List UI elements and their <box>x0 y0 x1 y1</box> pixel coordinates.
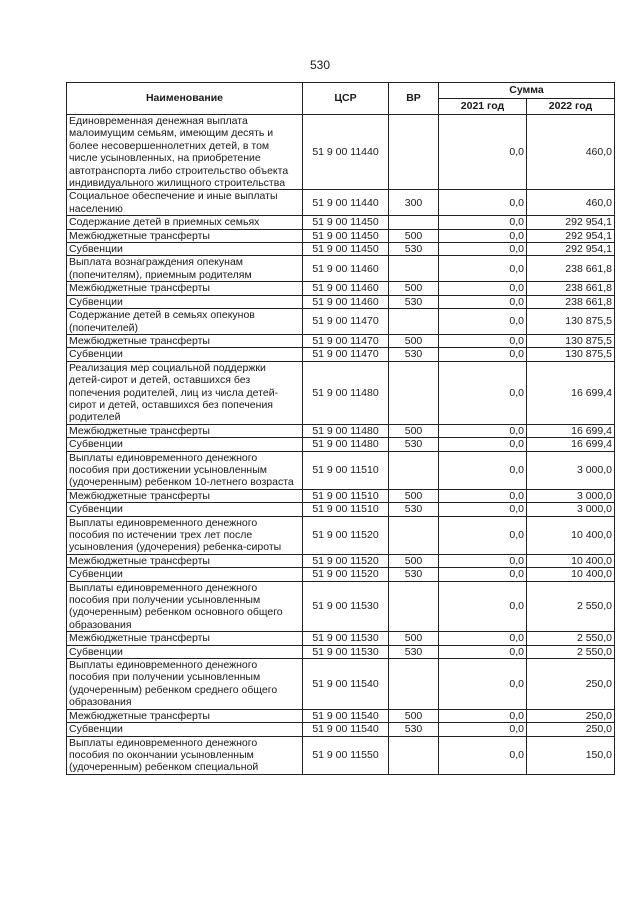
table-row <box>67 709 615 722</box>
row-vr-cell: 530 <box>389 503 439 516</box>
header-year-2022: 2022 год <box>527 99 615 115</box>
row-2022-value-cell: 16 699,4 <box>527 438 615 451</box>
table-row <box>67 216 615 229</box>
row-csr-cell: 51 9 00 11440 <box>303 190 389 216</box>
row-name-cell: Выплаты единовременного денежного пособия при получении усыновленным (удочеренным) ребенком основного общего образования <box>67 581 303 632</box>
row-name-cell: Субвенции <box>67 568 303 581</box>
table-row <box>67 451 615 489</box>
table-row <box>67 516 615 554</box>
row-csr-cell: 51 9 00 11520 <box>303 568 389 581</box>
row-csr-cell: 51 9 00 11450 <box>303 243 389 256</box>
row-vr-cell <box>389 309 439 335</box>
row-name-cell: Межбюджетные трансферты <box>67 282 303 295</box>
table-row <box>67 115 615 190</box>
row-csr-cell: 51 9 00 11510 <box>303 503 389 516</box>
row-2022-value-cell: 3 000,0 <box>527 451 615 489</box>
row-2022-value-cell: 2 550,0 <box>527 645 615 658</box>
row-2021-value-cell: 0,0 <box>439 581 527 632</box>
row-name-cell: Межбюджетные трансферты <box>67 709 303 722</box>
row-2022-value-cell: 460,0 <box>527 190 615 216</box>
row-2021-value-cell: 0,0 <box>439 243 527 256</box>
row-name-cell: Субвенции <box>67 348 303 361</box>
row-2022-value-cell: 150,0 <box>527 736 615 774</box>
row-vr-cell <box>389 516 439 554</box>
table-row <box>67 256 615 282</box>
table-row <box>67 554 615 567</box>
row-name-cell: Выплаты единовременного денежного пособия по окончании усыновленным (удочеренным) ребенком специальной <box>67 736 303 774</box>
row-name-cell: Субвенции <box>67 243 303 256</box>
row-2022-value-cell: 238 661,8 <box>527 295 615 308</box>
table-row <box>67 659 615 710</box>
row-csr-cell: 51 9 00 11480 <box>303 424 389 437</box>
table-row <box>67 334 615 347</box>
row-2021-value-cell: 0,0 <box>439 190 527 216</box>
row-csr-cell: 51 9 00 11480 <box>303 438 389 451</box>
row-2021-value-cell: 0,0 <box>439 645 527 658</box>
table-row <box>67 736 615 774</box>
row-name-cell: Субвенции <box>67 645 303 658</box>
row-name-cell: Социальное обеспечение и иные выплаты населению <box>67 190 303 216</box>
row-name-cell: Межбюджетные трансферты <box>67 229 303 242</box>
table-row <box>67 424 615 437</box>
table-row <box>67 568 615 581</box>
row-2022-value-cell: 10 400,0 <box>527 516 615 554</box>
row-vr-cell: 530 <box>389 568 439 581</box>
row-2021-value-cell: 0,0 <box>439 632 527 645</box>
row-2022-value-cell: 250,0 <box>527 709 615 722</box>
row-csr-cell: 51 9 00 11540 <box>303 723 389 736</box>
table-row <box>67 309 615 335</box>
budget-table <box>66 82 615 775</box>
row-2021-value-cell: 0,0 <box>439 334 527 347</box>
row-2021-value-cell: 0,0 <box>439 438 527 451</box>
row-csr-cell: 51 9 00 11470 <box>303 309 389 335</box>
row-2021-value-cell: 0,0 <box>439 568 527 581</box>
row-name-cell: Межбюджетные трансферты <box>67 554 303 567</box>
page-number: 530 <box>309 58 331 72</box>
row-name-cell: Субвенции <box>67 503 303 516</box>
row-csr-cell: 51 9 00 11460 <box>303 295 389 308</box>
row-csr-cell: 51 9 00 11450 <box>303 216 389 229</box>
row-name-cell: Единовременная денежная выплата малоимущим семьям, имеющим десять и более несовершеннолетних детей, в том числе усыновленных, на приобретение автотранспорта либо строительство объекта индивидуального жилищного строительства <box>67 115 303 190</box>
row-vr-cell: 530 <box>389 295 439 308</box>
header-name: Наименование <box>67 83 303 115</box>
row-2022-value-cell: 10 400,0 <box>527 568 615 581</box>
row-csr-cell: 51 9 00 11450 <box>303 229 389 242</box>
row-csr-cell: 51 9 00 11550 <box>303 736 389 774</box>
row-2022-value-cell: 292 954,1 <box>527 216 615 229</box>
row-name-cell: Межбюджетные трансферты <box>67 334 303 347</box>
row-vr-cell <box>389 451 439 489</box>
row-vr-cell <box>389 361 439 424</box>
row-2021-value-cell: 0,0 <box>439 424 527 437</box>
table-row <box>67 489 615 502</box>
row-2021-value-cell: 0,0 <box>439 256 527 282</box>
row-name-cell: Субвенции <box>67 295 303 308</box>
row-2021-value-cell: 0,0 <box>439 309 527 335</box>
row-2021-value-cell: 0,0 <box>439 451 527 489</box>
row-2022-value-cell: 16 699,4 <box>527 424 615 437</box>
row-vr-cell: 500 <box>389 334 439 347</box>
row-name-cell: Межбюджетные трансферты <box>67 489 303 502</box>
row-name-cell: Выплаты единовременного денежного пособия по истечении трех лет после усыновления (удочерения) ребенка-сироты <box>67 516 303 554</box>
row-vr-cell: 500 <box>389 489 439 502</box>
row-csr-cell: 51 9 00 11540 <box>303 659 389 710</box>
row-vr-cell: 500 <box>389 554 439 567</box>
row-csr-cell: 51 9 00 11470 <box>303 348 389 361</box>
header-vr: ВР <box>389 83 439 115</box>
row-2021-value-cell: 0,0 <box>439 659 527 710</box>
row-csr-cell: 51 9 00 11460 <box>303 256 389 282</box>
row-2021-value-cell: 0,0 <box>439 348 527 361</box>
row-2021-value-cell: 0,0 <box>439 554 527 567</box>
row-csr-cell: 51 9 00 11540 <box>303 709 389 722</box>
row-2021-value-cell: 0,0 <box>439 709 527 722</box>
row-2022-value-cell: 3 000,0 <box>527 503 615 516</box>
row-name-cell: Межбюджетные трансферты <box>67 632 303 645</box>
row-2022-value-cell: 238 661,8 <box>527 282 615 295</box>
row-2021-value-cell: 0,0 <box>439 229 527 242</box>
row-2021-value-cell: 0,0 <box>439 282 527 295</box>
row-csr-cell: 51 9 00 11520 <box>303 516 389 554</box>
row-2022-value-cell: 2 550,0 <box>527 632 615 645</box>
row-2022-value-cell: 238 661,8 <box>527 256 615 282</box>
row-2021-value-cell: 0,0 <box>439 295 527 308</box>
row-vr-cell: 530 <box>389 348 439 361</box>
row-2022-value-cell: 292 954,1 <box>527 243 615 256</box>
row-csr-cell: 51 9 00 11530 <box>303 581 389 632</box>
row-name-cell: Субвенции <box>67 723 303 736</box>
row-vr-cell: 530 <box>389 645 439 658</box>
row-2022-value-cell: 2 550,0 <box>527 581 615 632</box>
row-name-cell: Содержание детей в приемных семьях <box>67 216 303 229</box>
row-csr-cell: 51 9 00 11530 <box>303 632 389 645</box>
row-2022-value-cell: 460,0 <box>527 115 615 190</box>
row-name-cell: Выплаты единовременного денежного пособия при достижении усыновленным (удочеренным) ребенком 10-летнего возраста <box>67 451 303 489</box>
table-row <box>67 645 615 658</box>
row-vr-cell: 300 <box>389 190 439 216</box>
row-csr-cell: 51 9 00 11520 <box>303 554 389 567</box>
row-vr-cell <box>389 115 439 190</box>
row-2022-value-cell: 130 875,5 <box>527 309 615 335</box>
header-year-2021: 2021 год <box>439 99 527 115</box>
row-csr-cell: 51 9 00 11480 <box>303 361 389 424</box>
row-vr-cell <box>389 659 439 710</box>
row-2022-value-cell: 130 875,5 <box>527 348 615 361</box>
row-2022-value-cell: 250,0 <box>527 659 615 710</box>
table-body <box>67 115 615 775</box>
row-2022-value-cell: 3 000,0 <box>527 489 615 502</box>
row-vr-cell: 530 <box>389 438 439 451</box>
table-row <box>67 723 615 736</box>
row-csr-cell: 51 9 00 11510 <box>303 451 389 489</box>
row-name-cell: Реализация мер социальной поддержки детей-сирот и детей, оставшихся без попечения родителей, лиц из числа детей-сирот и детей, оставшихся без попечения родителей <box>67 361 303 424</box>
row-2021-value-cell: 0,0 <box>439 503 527 516</box>
row-2021-value-cell: 0,0 <box>439 516 527 554</box>
row-vr-cell: 500 <box>389 424 439 437</box>
row-2022-value-cell: 250,0 <box>527 723 615 736</box>
row-name-cell: Выплата вознаграждения опекунам (попечителям), приемным родителям <box>67 256 303 282</box>
row-2021-value-cell: 0,0 <box>439 736 527 774</box>
row-name-cell: Субвенции <box>67 438 303 451</box>
row-2022-value-cell: 10 400,0 <box>527 554 615 567</box>
row-vr-cell: 500 <box>389 632 439 645</box>
table-row <box>67 361 615 424</box>
row-vr-cell: 530 <box>389 723 439 736</box>
row-vr-cell <box>389 736 439 774</box>
row-2021-value-cell: 0,0 <box>439 216 527 229</box>
header-sum: Сумма <box>439 83 615 99</box>
row-csr-cell: 51 9 00 11460 <box>303 282 389 295</box>
table-row <box>67 503 615 516</box>
row-csr-cell: 51 9 00 11470 <box>303 334 389 347</box>
row-name-cell: Межбюджетные трансферты <box>67 424 303 437</box>
row-name-cell: Содержание детей в семьях опекунов (попечителей) <box>67 309 303 335</box>
table-row <box>67 190 615 216</box>
row-vr-cell: 500 <box>389 282 439 295</box>
row-name-cell: Выплаты единовременного денежного пособия при получении усыновленным (удочеренным) ребенком среднего общего образования <box>67 659 303 710</box>
table-row <box>67 295 615 308</box>
row-vr-cell: 500 <box>389 709 439 722</box>
table-row <box>67 348 615 361</box>
row-2021-value-cell: 0,0 <box>439 115 527 190</box>
table-row <box>67 282 615 295</box>
row-csr-cell: 51 9 00 11530 <box>303 645 389 658</box>
table-row <box>67 243 615 256</box>
row-2022-value-cell: 16 699,4 <box>527 361 615 424</box>
table-row <box>67 632 615 645</box>
row-vr-cell <box>389 256 439 282</box>
row-csr-cell: 51 9 00 11510 <box>303 489 389 502</box>
row-2021-value-cell: 0,0 <box>439 723 527 736</box>
table-row <box>67 229 615 242</box>
table-row <box>67 581 615 632</box>
table-header <box>67 83 615 115</box>
header-csr: ЦСР <box>303 83 389 115</box>
row-csr-cell: 51 9 00 11440 <box>303 115 389 190</box>
row-vr-cell <box>389 581 439 632</box>
row-vr-cell: 530 <box>389 243 439 256</box>
row-2021-value-cell: 0,0 <box>439 361 527 424</box>
row-vr-cell: 500 <box>389 229 439 242</box>
row-2021-value-cell: 0,0 <box>439 489 527 502</box>
row-2022-value-cell: 292 954,1 <box>527 229 615 242</box>
row-vr-cell <box>389 216 439 229</box>
row-2022-value-cell: 130 875,5 <box>527 334 615 347</box>
table-row <box>67 438 615 451</box>
